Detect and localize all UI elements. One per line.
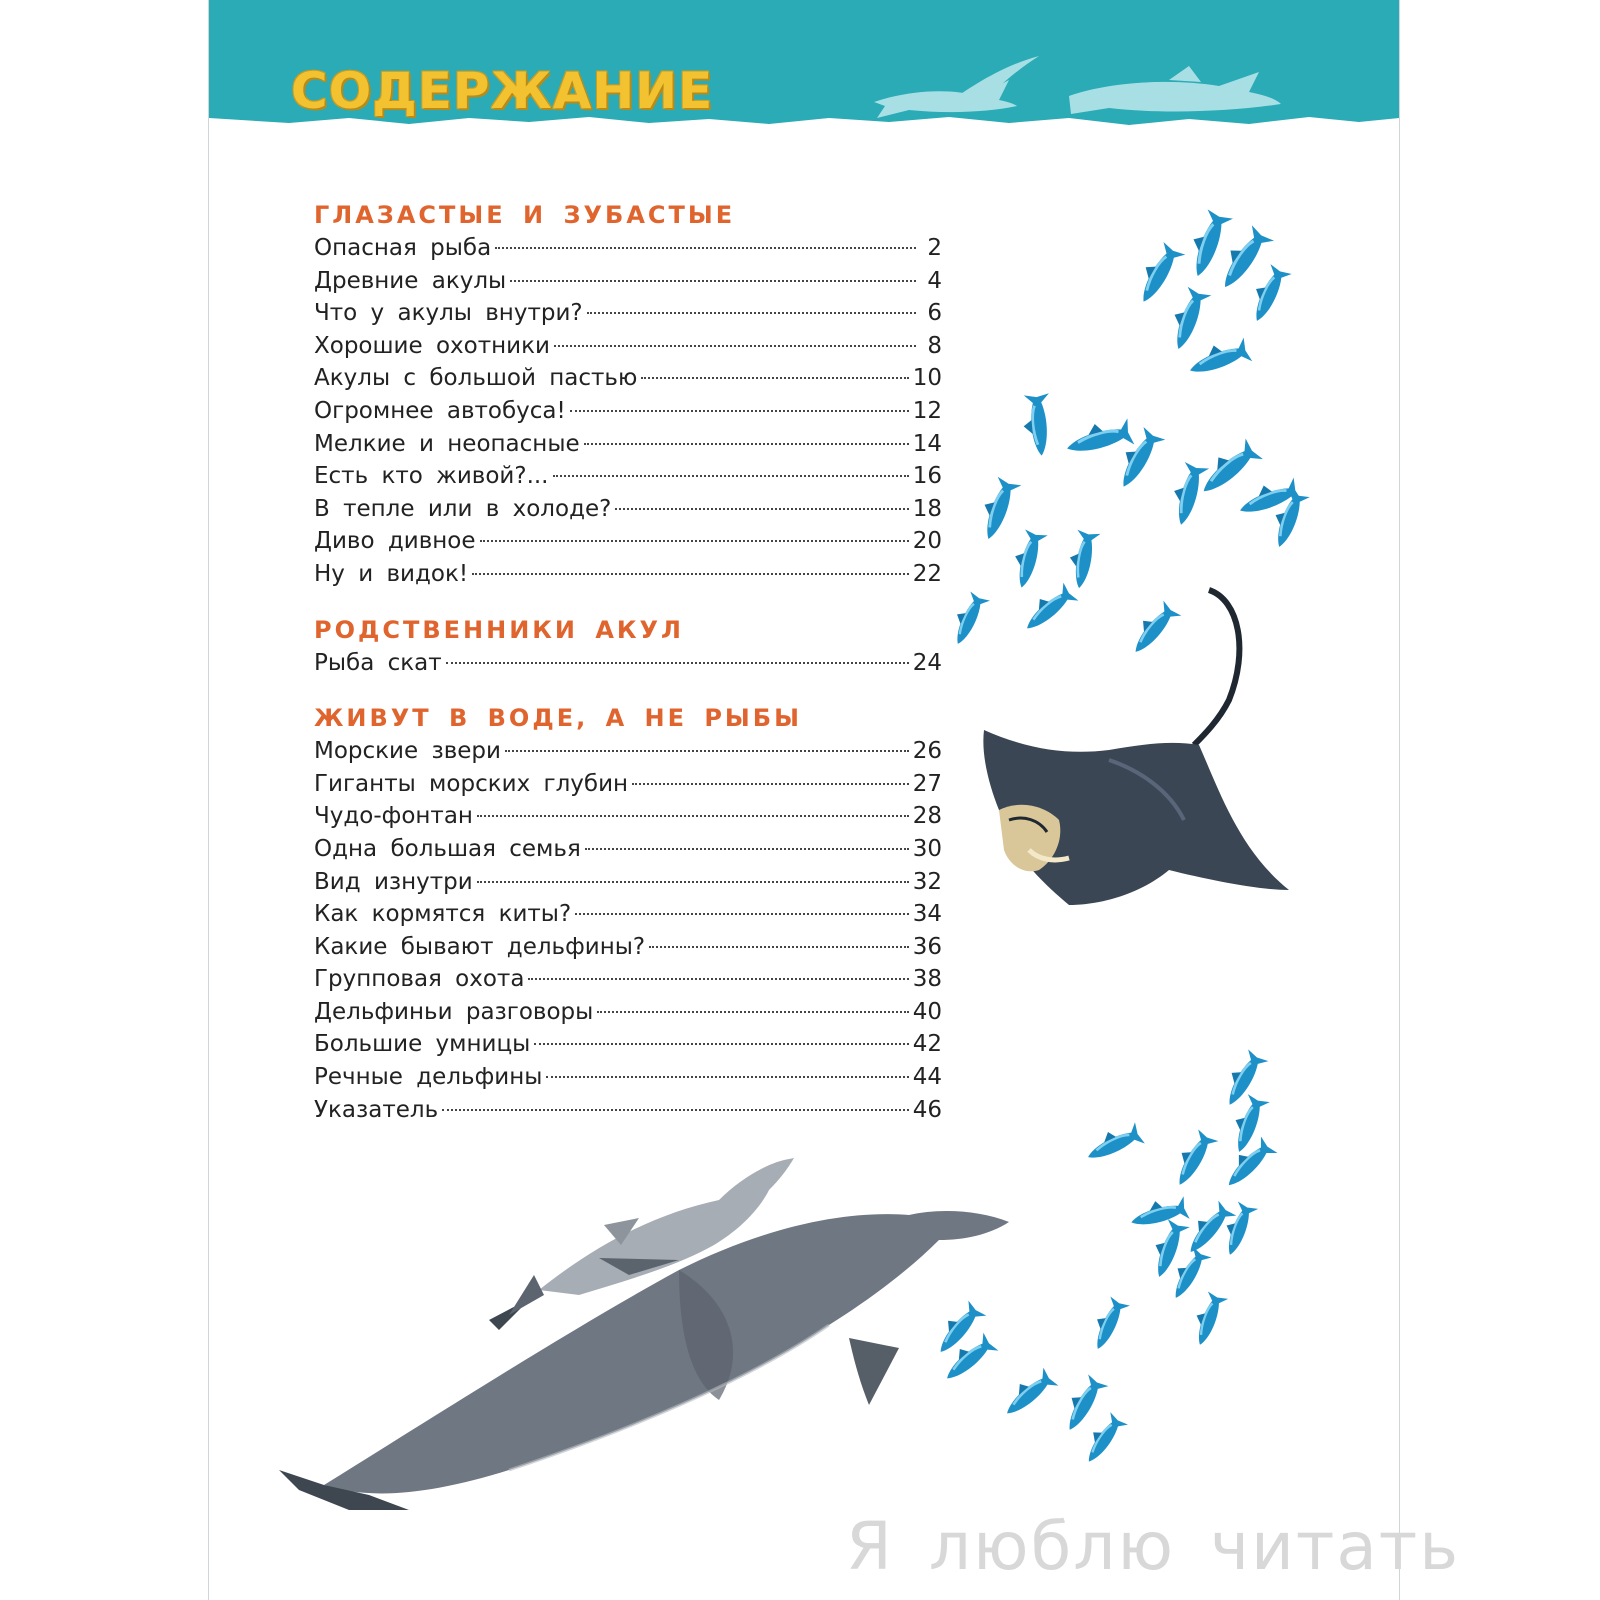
toc-entry-page-number: 10 [912,365,942,392]
toc-entry[interactable] [314,768,942,801]
dot-leader [649,946,909,948]
toc-entry-page-number: 8 [927,332,942,359]
toc-entry[interactable] [314,395,942,428]
toc-entry-label: Древние акулы [314,267,507,294]
table-of-contents [314,198,942,1126]
dot-leader [472,573,909,575]
toc-entry-label: Большие умницы [314,1031,531,1058]
section-heading: ЖИВУТ В ВОДЕ, А НЕ РЫБЫ [314,704,802,733]
toc-entry-label: Огромнее автобуса! [314,397,566,424]
dot-leader [446,662,909,664]
toc-entry-label: Рыба скат [314,649,442,676]
toc-entry-page-number: 38 [912,966,942,993]
dot-leader [534,1043,908,1045]
toc-entry-label: Хорошие охотники [314,332,550,359]
toc-entry[interactable] [314,232,942,265]
toc-entry-page-number: 26 [912,738,942,765]
toc-entry[interactable] [314,833,942,866]
toc-entry-label: Гиганты морских глубин [314,770,629,797]
toc-entry-label: Акулы с большой пастью [314,365,638,392]
toc-entry-page-number: 24 [912,649,942,676]
dot-leader [584,443,909,445]
fish-school-illustration-lower [930,1048,1278,1468]
toc-entry-page-number: 32 [912,868,942,895]
toc-entry[interactable] [314,1028,942,1061]
dot-leader [528,978,908,980]
dot-leader [480,540,909,542]
fish-school-illustration [946,208,1310,659]
toc-entry-page-number: 34 [912,901,942,928]
dot-leader [597,1011,908,1013]
dot-leader [495,247,916,249]
section-heading: ГЛАЗАСТЫЕ И ЗУБАСТЫЕ [314,201,736,229]
toc-entry-label: Речные дельфины [314,1064,543,1091]
toc-entry-page-number: 14 [912,430,942,457]
toc-entry-page-number: 18 [912,495,942,522]
toc-entry-label: Что у акулы внутри? [314,300,583,327]
book-page [208,0,1400,1600]
dot-leader [575,913,909,915]
toc-entry[interactable] [314,330,942,363]
toc-entry[interactable] [314,265,942,298]
toc-entry[interactable] [314,647,942,680]
toc-entry-page-number: 28 [912,803,942,830]
manta-ray-illustration [983,590,1289,905]
toc-entry-page-number: 20 [912,528,942,555]
toc-entry-page-number: 2 [927,235,942,261]
page-title: СОДЕРЖАНИЕ [291,62,714,120]
toc-entry[interactable] [314,558,942,591]
dot-leader [570,410,909,412]
dot-leader [554,345,916,347]
dot-leader [587,312,916,314]
toc-entry-label: Одна большая семья [314,835,581,862]
toc-entry[interactable] [314,362,942,395]
toc-entry[interactable] [314,525,942,558]
toc-entry[interactable] [314,898,942,931]
dot-leader [505,750,909,752]
dot-leader [510,280,916,282]
toc-entry-label: Опасная рыба [314,235,492,261]
toc-entry[interactable] [314,800,942,833]
toc-entry-label: Вид изнутри [314,868,473,895]
toc-entry[interactable] [314,297,942,330]
toc-entry-label: Групповая охота [314,966,525,993]
toc-entry-page-number: 27 [912,770,942,797]
toc-entry-page-number: 4 [927,267,942,294]
toc-entry-label: Указатель [314,1096,439,1123]
dot-leader [553,475,909,477]
toc-entry-label: Диво дивное [314,528,476,555]
toc-entry-page-number: 30 [912,835,942,862]
toc-entry-page-number: 16 [912,463,942,490]
toc-entry-label: Какие бывают дельфины? [314,933,646,960]
toc-entry[interactable] [314,460,942,493]
dot-leader [585,848,909,850]
dot-leader [477,815,909,817]
toc-entry-label: Ну и видок! [314,560,469,587]
toc-entry-page-number: 44 [912,1064,942,1091]
dot-leader [615,508,908,510]
toc-entry[interactable] [314,866,942,899]
toc-entry-page-number: 6 [927,300,942,327]
toc-entry[interactable] [314,1094,942,1127]
toc-entry[interactable] [314,735,942,768]
toc-entry-label: В тепле или в холоде? [314,495,612,522]
dot-leader [641,377,908,379]
toc-entry[interactable] [314,493,942,526]
toc-entry[interactable] [314,1061,942,1094]
dolphins-illustration [279,1158,1009,1510]
toc-entry-page-number: 36 [912,933,942,960]
toc-entry[interactable] [314,931,942,964]
toc-entry[interactable] [314,996,942,1029]
dot-leader [546,1076,908,1078]
toc-entry[interactable] [314,963,942,996]
toc-entry-page-number: 40 [912,998,942,1025]
dot-leader [442,1109,909,1111]
toc-entry-label: Мелкие и неопасные [314,430,580,457]
watermark-text: Я люблю читать [846,1508,1461,1585]
toc-entry-page-number: 46 [912,1096,942,1123]
dot-leader [632,783,909,785]
toc-entry-page-number: 12 [912,397,942,424]
toc-entry-page-number: 22 [912,560,942,587]
toc-entry-label: Морские звери [314,738,501,765]
toc-entry-page-number: 42 [912,1031,942,1058]
toc-entry-label: Дельфиньи разговоры [314,998,594,1025]
toc-entry-label: Чудо-фонтан [314,803,473,830]
section-heading: РОДСТВЕННИКИ АКУЛ [314,615,684,644]
toc-entry-label: Как кормятся киты? [314,901,572,928]
dot-leader [477,881,909,883]
toc-entry-label: Есть кто живой?... [314,463,549,490]
toc-entry[interactable] [314,428,942,461]
